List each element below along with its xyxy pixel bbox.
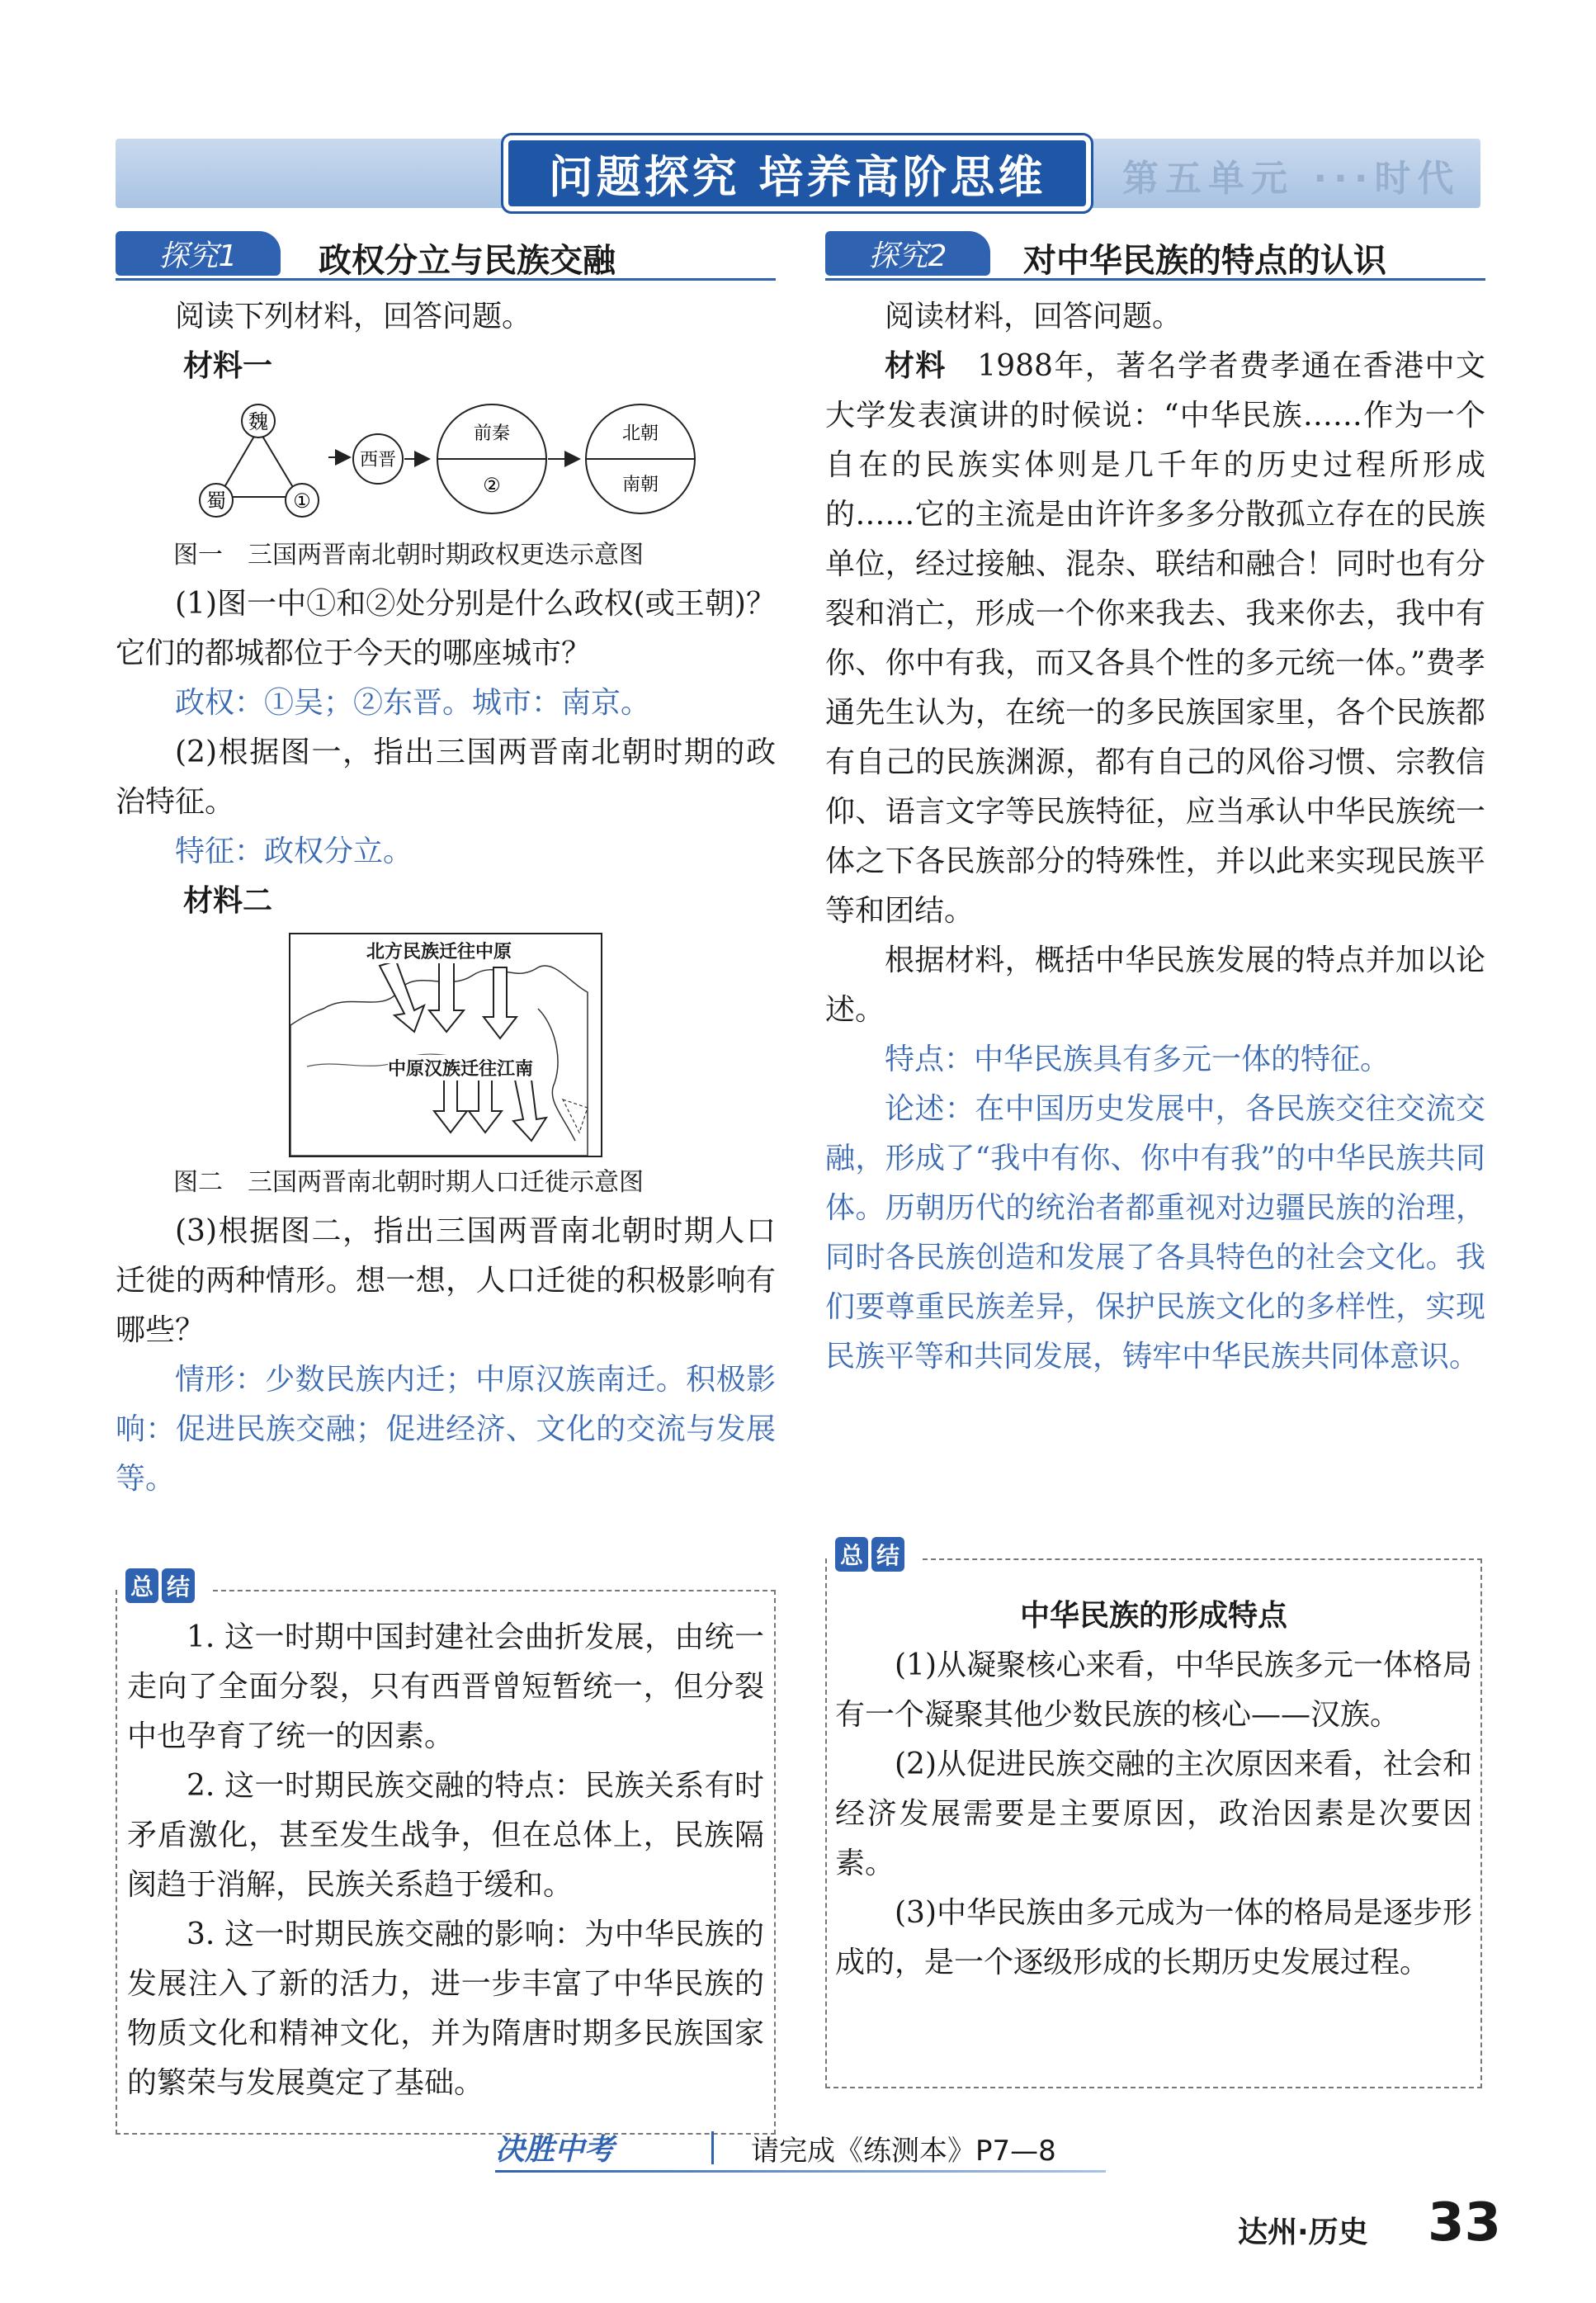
map-island: [563, 1099, 588, 1133]
summary-tag-char: 总: [835, 1537, 868, 1572]
summary-box-left: [116, 1573, 776, 2135]
answer-feature: 特点：中华民族具有多元一体的特征。: [885, 1043, 1391, 1076]
summary-item: (2)从促进民族交融的主次原因来看，社会和经济发展需要是主要原因，政治因素是次要因素。: [835, 1747, 1472, 1880]
answer-3: 情形：少数民族内迁；中原汉族南迁。积极影响：促进民族交融；促进经济、文化的交流与发展等。: [116, 1363, 776, 1496]
material-1-label: 材料一: [183, 349, 273, 383]
inquiry-2-title: 对中华民族的特点的认识: [1023, 242, 1386, 280]
inquiry-2-column: [825, 231, 1485, 1382]
migration-arrow: [434, 1075, 467, 1133]
figure-2-map: [289, 933, 602, 1157]
summary-box-right: [825, 1542, 1482, 2088]
node-2-label: ②: [483, 474, 501, 497]
material-paragraph: [825, 342, 1485, 936]
figure-1-svg: [116, 396, 776, 537]
inquiry-2-header: [825, 231, 1485, 281]
map-label-south: 中原汉族迁往江南: [388, 1055, 533, 1081]
migration-arrow: [429, 959, 464, 1032]
figure-1-diagram: [116, 396, 776, 537]
migration-arrow: [380, 961, 424, 1032]
summary-item: (1)从凝聚核心来看，中华民族多元一体格局有一个凝聚其他少数民族的核心——汉族。: [835, 1648, 1472, 1732]
material-label: 材料: [885, 349, 947, 383]
node-xijin-label: 西晋: [359, 450, 397, 471]
inquiry-1-tag: 探究1: [116, 231, 281, 276]
section-banner: [116, 139, 1480, 208]
summary-top-line: [213, 1590, 776, 1591]
node-shu-label: 蜀: [206, 489, 226, 513]
node-beichao-label: 北朝: [621, 423, 659, 444]
inquiry-1-intro: 阅读下列材料，回答问题。: [175, 300, 532, 333]
north-migration-arrows: [380, 959, 517, 1038]
summary-top-line: [923, 1558, 1482, 1560]
question-2: (2)根据图一，指出三国两晋南北朝时期的政治特征。: [116, 735, 776, 819]
inquiry-1-header: [116, 231, 776, 281]
footer: [495, 2123, 1106, 2173]
footer-text: 请完成《练测本》P7—8: [751, 2135, 1056, 2168]
page-number: 33: [1428, 2192, 1502, 2253]
summary-item: (3)中华民族由多元成为一体的格局是逐步形成的，是一个逐级形成的长期历史发展过程。: [835, 1896, 1472, 1979]
footer-underline: [495, 2170, 1106, 2173]
summary-item: 3. 这一时期民族交融的影响：为中华民族的发展注入了新的活力，进一步丰富了中华民族的物质文化和精神文化，并为隋唐时期多民族国家的繁荣与发展奠定了基础。: [127, 1918, 764, 2100]
inquiry-2-tag: 探究2: [825, 231, 990, 276]
summary-item: 1. 这一时期中国封建社会曲折发展，由统一走向了全面分裂，只有西晋曾短暂统一，但分裂中也孕育了统一的因素。: [127, 1620, 764, 1753]
migration-arrow: [484, 967, 517, 1038]
footer-divider: [711, 2131, 714, 2164]
summary-right-title: 中华民族的形成特点: [1019, 1599, 1287, 1633]
answer-1: 政权：①吴；②东晋。城市：南京。: [175, 686, 651, 720]
summary-tag-left: [125, 1568, 195, 1603]
map-label-north: 北方民族迁往中原: [366, 938, 512, 963]
figure-1-caption: 图一 三国两晋南北朝时期政权更迭示意图: [173, 541, 644, 570]
node-1-label: ①: [293, 489, 311, 513]
node-wei-label: 魏: [248, 410, 268, 433]
figure-2-caption: 图二 三国两晋南北朝时期人口迁徙示意图: [173, 1168, 644, 1197]
summary-left-content: [127, 1613, 764, 2108]
inquiry-1-title: 政权分立与民族交融: [319, 242, 616, 280]
summary-right-content: [835, 1591, 1472, 1988]
page-label: 达州·历史: [1238, 2216, 1368, 2249]
banner-title: 问题探究 培养高阶思维: [503, 135, 1091, 211]
summary-tag-char: 结: [162, 1568, 195, 1603]
migration-arrow: [513, 1080, 546, 1141]
inquiry-2-question: 根据材料，概括中华民族发展的特点并加以论述。: [825, 943, 1485, 1027]
question-1: (1)图一中①和②处分别是什么政权(或王朝)？它们的都城都位于今天的哪座城市？: [116, 587, 776, 670]
banner-ghost-text: 第五单元 ···时代: [1122, 158, 1461, 200]
migration-arrow: [469, 1075, 502, 1133]
summary-tag-char: 结: [871, 1537, 904, 1572]
inquiry-1-column: [116, 231, 776, 1504]
material-2-label: 材料二: [183, 884, 273, 918]
material-text: 1988年，著名学者费孝通在香港中文大学发表演讲的时候说：“中华民族……作为一个自在的民族实体则是几千年的历史过程所形成的……它的主流是由许许多多分散孤立存在的民族单位，经过接触、混杂、联结和融合！同时也有分裂和消亡，形成一个你来我去、我来你去，我中有你、你中有我，而又各具个性的多元统一体。”费孝通先生认为，在统一的多民族国家里，各个民族都有自己的民族渊源，都有自己的风俗习惯、宗教信仰、语言文字等民族特征，应当承认中华民族统一体之下各民族部分的特殊性，并以此来实现民族平等和团结。: [825, 349, 1485, 928]
south-migration-arrows: [434, 1075, 546, 1141]
node-nanchao-label: 南朝: [621, 475, 659, 495]
footer-logo: 决胜中考: [495, 2133, 615, 2167]
map-svg: [290, 934, 601, 1156]
answer-2: 特征：政权分立。: [175, 835, 413, 868]
summary-tag-char: 总: [125, 1568, 158, 1603]
summary-tag-right: [835, 1537, 904, 1572]
summary-item: 2. 这一时期民族交融的特点：民族关系有时矛盾激化，甚至发生战争，但在总体上，民族隔阂趋于消解，民族关系趋于缓和。: [127, 1769, 764, 1902]
question-3: (3)根据图二，指出三国两晋南北朝时期人口迁徙的两种情形。想一想，人口迁徙的积极影响有哪些？: [116, 1214, 776, 1347]
node-qianqin-label: 前秦: [473, 423, 511, 444]
answer-argument: 论述：在中国历史发展中，各民族交往交流交融，形成了“我中有你、你中有我”的中华民族共同体。历朝历代的统治者都重视对边疆民族的治理，同时各民族创造和发展了各具特色的社会文化。我们要尊重民族差异，保护民族文化的多样性，实现民族平等和共同发展，铸牢中华民族共同体意识。: [825, 1092, 1485, 1374]
inquiry-2-intro: 阅读材料，回答问题。: [885, 300, 1183, 333]
